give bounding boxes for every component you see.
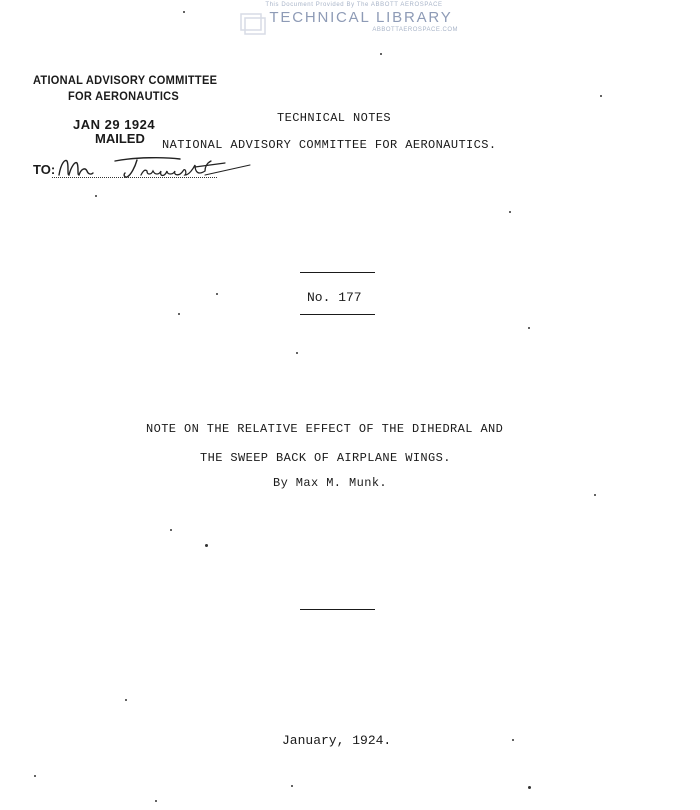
divider-rule bbox=[300, 314, 375, 315]
divider-rule bbox=[300, 609, 375, 610]
paper-title-line-1: NOTE ON THE RELATIVE EFFECT OF THE DIHEDRAL AND bbox=[146, 422, 504, 436]
addressee-label: TO: bbox=[33, 162, 56, 177]
mailed-stamp: MAILED bbox=[95, 131, 145, 146]
note-number: No. 177 bbox=[307, 290, 362, 305]
stamp-aeronautics: FOR AERONAUTICS bbox=[68, 89, 180, 103]
watermark-provider: This Document Provided By The ABBOTT AEROSPACE bbox=[265, 2, 443, 8]
handwritten-addressee-signature bbox=[55, 153, 255, 185]
watermark-url: ABBOTTAEROSPACE.COM bbox=[372, 27, 458, 33]
date-stamp: JAN 29 1924 bbox=[73, 117, 156, 132]
watermark-title: TECHNICAL LIBRARY bbox=[269, 9, 453, 26]
organization-title: NATIONAL ADVISORY COMMITTEE FOR AERONAUTICS. bbox=[162, 138, 497, 152]
author-line: By Max M. Munk. bbox=[273, 476, 388, 490]
stamp-committee: ATIONAL ADVISORY COMMITTEE bbox=[33, 73, 218, 87]
series-title: TECHNICAL NOTES bbox=[277, 111, 392, 125]
watermark bbox=[238, 2, 470, 42]
publication-date: January, 1924. bbox=[282, 733, 392, 748]
paper-title-line-2: THE SWEEP BACK OF AIRPLANE WINGS. bbox=[200, 451, 451, 465]
divider-rule bbox=[300, 272, 375, 273]
